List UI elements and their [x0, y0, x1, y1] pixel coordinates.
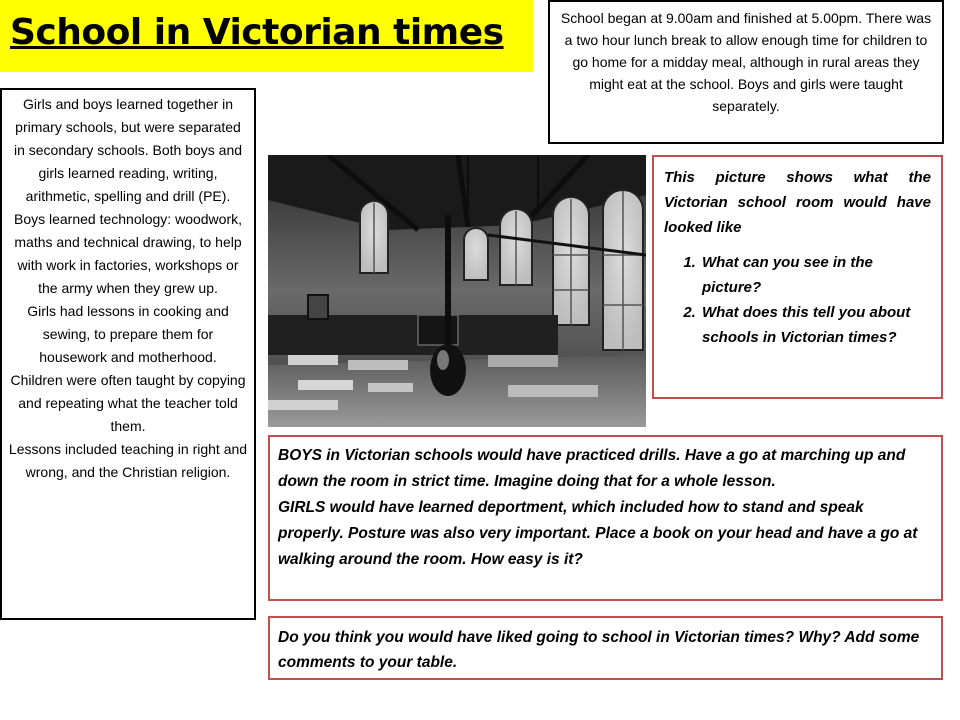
reflection-question-box — [268, 616, 943, 680]
schedule-text: School began at 9.00am and finished at 5.00pm. There was a two hour lunch break to allow enough time for children to go home for a midday meal, although in rural areas they might eat at the school. Boys and girls were taught separately. — [560, 10, 932, 114]
facts-box — [0, 88, 256, 620]
title-band — [0, 0, 533, 72]
boys-activity-text: BOYS in Victorian schools would have practiced drills. Have a go at marching up and down the room in strict time. Imagine doing that for a whole lesson. — [278, 447, 906, 490]
facts-paragraph-girls: Girls had lessons in cooking and sewing, to prepare them for housework and motherhood. — [27, 303, 229, 365]
picture-question-list — [664, 250, 931, 350]
reflection-question-text: Do you think you would have liked going to school in Victorian times? Why? Add some comments to your table. — [278, 629, 920, 671]
picture-questions-box — [652, 155, 943, 399]
girls-activity-text: GIRLS would have learned deportment, which included how to stand and speak properly. Posture was also very important. Place a book on your head and have a go at walking around the room. How easy is it? — [278, 499, 918, 568]
facts-paragraph-copying: Children were often taught by copying and repeating what the teacher told them. — [10, 372, 246, 434]
picture-question-2: 2. What does this tell you about schools in Victorian times? — [700, 300, 931, 350]
picture-intro: This picture shows what the Victorian school room would have looked like — [664, 169, 931, 236]
picture-question-1: 1. What can you see in the picture? — [700, 250, 931, 300]
schedule-box — [548, 0, 944, 144]
facts-paragraph-religion: Lessons included teaching in right and wrong, and the Christian religion. — [8, 441, 248, 480]
page-title: School in Victorian times — [10, 12, 504, 53]
facts-paragraph-boys: Boys learned technology: woodwork, maths and technical drawing, to help with work in factories, workshops or the army when they grew up. — [13, 211, 243, 296]
victorian-schoolroom-photo — [268, 155, 646, 427]
activity-box — [268, 435, 943, 601]
facts-paragraph-subjects: Girls and boys learned together in primary schools, but were separated in secondary schools. Both boys and girls learned reading, writing, arithmetic, spelling and drill (PE). — [13, 96, 243, 204]
schoolroom-illustration — [268, 155, 646, 427]
